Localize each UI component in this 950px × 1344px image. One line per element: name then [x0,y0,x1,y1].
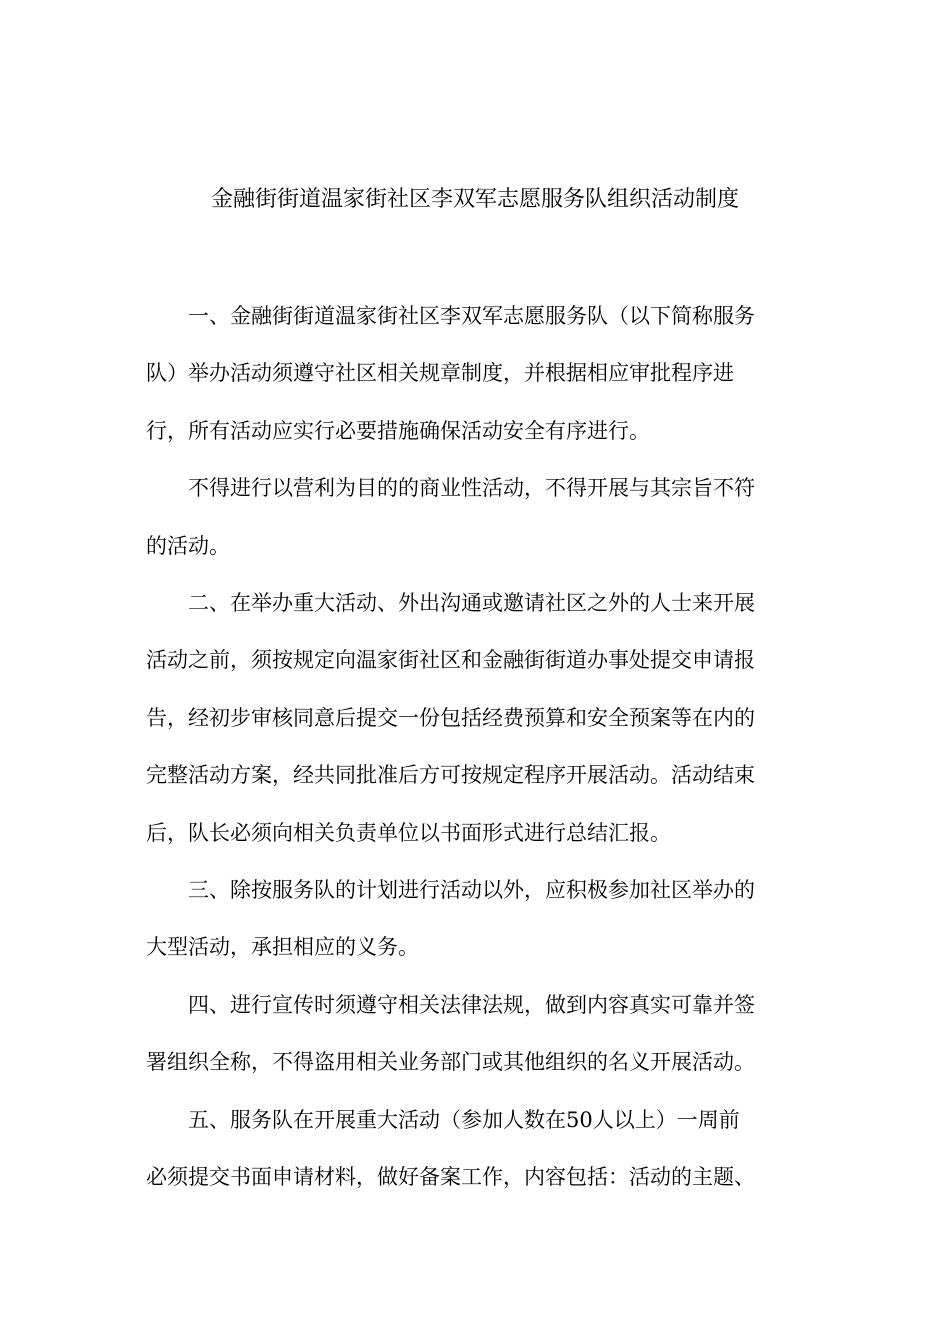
text-line: 的活动。 [146,533,230,558]
paragraph-1 [146,288,806,460]
text-line: 二、在举办重大活动、外出沟通或邀请社区之外的人士来开展 [188,591,755,616]
text-line: 队）举办活动须遵守社区相关规章制度，并根据相应审批程序进 [146,361,734,386]
paragraph-6 [146,1092,806,1207]
paragraph-5 [146,977,806,1092]
paragraph-4 [146,862,806,977]
text-line: 大型活动，承担相应的义务。 [146,935,419,960]
text-line: 三、除按服务队的计划进行活动以外，应积极参加社区举办的 [188,878,755,903]
text-line: 署组织全称，不得盗用相关业务部门或其他组织的名义开展活动。 [146,1050,755,1075]
paragraph-3 [146,575,806,862]
document-title: 金融街街道温家街社区李双军志愿服务队组织活动制度 [210,187,739,212]
text-line: 不得进行以营利为目的的商业性活动，不得开展与其宗旨不符 [188,476,755,501]
text-line: 告，经初步审核同意后提交一份包括经费预算和安全预案等在内的 [146,705,755,730]
document-body [146,288,806,1207]
text-line: 后，队长必须向相关负责单位以书面形式进行总结汇报。 [146,820,671,845]
paragraph-2 [146,460,806,575]
text-line: 活动之前，须按规定向温家街社区和金融街街道办事处提交申请报 [146,648,755,673]
text-line: 完整活动方案，经共同批准后方可按规定程序开展活动。活动结束 [146,763,755,788]
text-line: 一、金融街街道温家街社区李双军志愿服务队（以下简称服务 [188,304,755,328]
text-line: 四、进行宣传时须遵守相关法律法规，做到内容真实可靠并签 [188,992,755,1017]
text-line: 行，所有活动应实行必要措施确保活动安全有序进行。 [146,418,650,443]
text-line: 五、服务队在开展重大活动（参加人数在50人以上）一周前 [188,1107,740,1132]
text-line: 必须提交书面申请材料，做好备案工作，内容包括：活动的主题、 [146,1165,755,1190]
